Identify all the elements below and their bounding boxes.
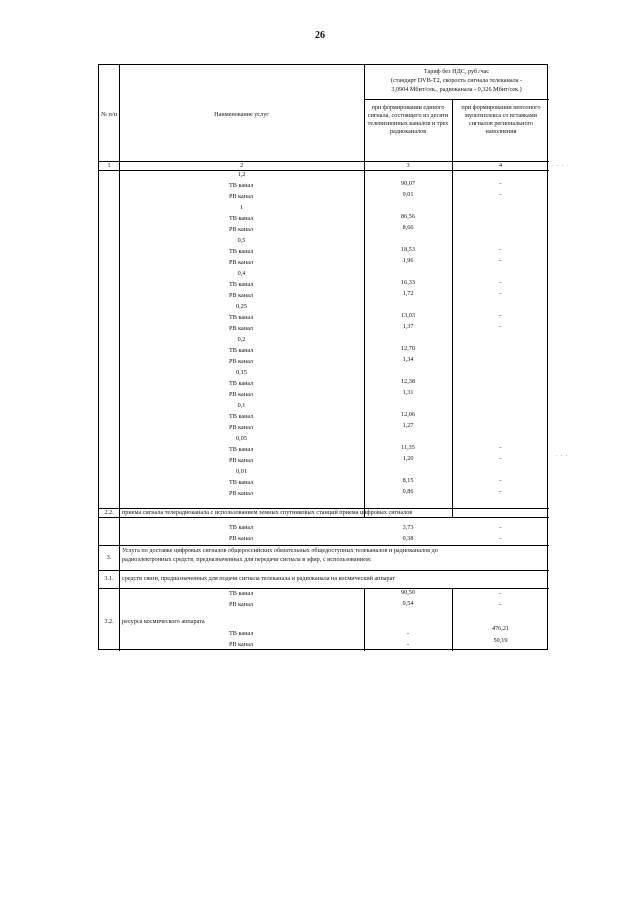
- coefficient-label: 0,01: [236, 468, 247, 475]
- rv-tariff-value-col4: -: [499, 323, 502, 330]
- col3-header: при формировании единого сигнала, состоящего из десяти телевизионных каналов и трех радиоканалов: [367, 104, 449, 135]
- header-col-name: Наименование услуг: [214, 111, 269, 118]
- tv-channel-label: ТВ канал: [229, 314, 254, 321]
- tv-tariff-value: 13,03: [401, 312, 415, 319]
- header-col-num: № п/п: [101, 111, 117, 118]
- colnum-3: 3: [406, 162, 410, 169]
- rv-tariff-value: 1,20: [402, 455, 414, 462]
- tv-tariff-value: 11,35: [401, 444, 415, 451]
- tv-tariff-value: 86,56: [401, 213, 415, 220]
- rv-tariff-value: 8,66: [402, 224, 414, 231]
- row-3-2-tv-label: ТВ канал: [229, 630, 254, 637]
- line-after-3: [99, 570, 549, 571]
- line-before-3: [99, 545, 549, 546]
- coefficient-label: 1,2: [237, 171, 246, 178]
- rv-channel-label: РВ канал: [229, 391, 253, 398]
- tariff-title-line1: Тариф без НДС, руб./час: [423, 68, 490, 75]
- row-3-1-rv-value: 9,54: [402, 600, 414, 607]
- row-3-2-rv-label: РВ канал: [229, 641, 253, 648]
- tv-channel-label: ТВ канал: [229, 479, 254, 486]
- line-after-2-2-title: [99, 517, 549, 518]
- tv-channel-label: ТВ канал: [229, 248, 254, 255]
- rv-tariff-value: 1,96: [402, 257, 414, 264]
- rv-tariff-value: 1,27: [402, 422, 414, 429]
- tv-tariff-value: 8,15: [402, 477, 414, 484]
- tariff-title-line2: (стандарт DVB-T2, скорость сигнала телеканала -: [390, 77, 523, 84]
- tv-channel-label: ТВ канал: [229, 281, 254, 288]
- tv-tariff-value: 18,53: [401, 246, 415, 253]
- row-2-2-name: приема сигнала телерадиоканала с использованием земных спутниковых станций приема цифровых сигналов: [122, 509, 413, 516]
- rv-channel-label: РВ канал: [229, 325, 253, 332]
- coefficient-label: 0,05: [236, 435, 247, 442]
- rv-channel-label: РВ канал: [229, 193, 253, 200]
- row-3-num: 3.: [106, 554, 112, 561]
- rv-tariff-value-col4: -: [499, 257, 502, 264]
- row-3-name-line2: радиоэлектронных средств, предназначенных для передачи сигнала в эфир, с использованием:: [122, 556, 372, 563]
- coefficient-label: 0,25: [236, 303, 247, 310]
- rv-channel-label: РВ канал: [229, 424, 253, 431]
- rv-channel-label: РВ канал: [229, 457, 253, 464]
- tv-channel-label: ТВ канал: [229, 215, 254, 222]
- tv-channel-label: ТВ канал: [229, 413, 254, 420]
- rv-tariff-value: 1,34: [402, 356, 414, 363]
- tv-tariff-value: 90,07: [401, 180, 415, 187]
- rv-tariff-value: 1,31: [402, 389, 414, 396]
- rv-channel-label: РВ канал: [229, 490, 253, 497]
- tv-tariff-value-col4: -: [499, 246, 502, 253]
- row-3-1-rv-label: РВ канал: [229, 601, 253, 608]
- row-2-2-rv-value: 0,38: [402, 535, 414, 542]
- row-3-2-name: ресурса космического аппарата: [122, 618, 205, 625]
- row-3-2-tv-value4: 476,21: [491, 625, 509, 632]
- rv-channel-label: РВ канал: [229, 358, 253, 365]
- rv-tariff-value: 1,72: [402, 290, 414, 297]
- rv-channel-label: РВ канал: [229, 226, 253, 233]
- row-3-1-num: 3.1.: [104, 575, 114, 582]
- tv-tariff-value-col4: -: [499, 312, 502, 319]
- colnum-1: 1: [107, 162, 111, 169]
- rv-tariff-value-col4: -: [499, 488, 502, 495]
- row-3-1-tv-value: 90,50: [401, 589, 415, 596]
- scan-speck-2: . . .: [556, 452, 569, 458]
- rv-tariff-value: 0,86: [402, 488, 414, 495]
- row-3-1-rv-value4: -: [499, 601, 502, 608]
- row-2-2-num: 2.2.: [104, 509, 114, 516]
- page-number: 26: [315, 30, 325, 41]
- coefficient-label: 0,15: [236, 369, 247, 376]
- row-2-2-tv-value: 3,73: [402, 524, 414, 531]
- rv-tariff-value-col4: -: [499, 455, 502, 462]
- col4-header: при формировании неполного мультиплекса со вставками сигналов регионального наполнения: [461, 104, 541, 135]
- tv-channel-label: ТВ канал: [229, 182, 254, 189]
- tv-channel-label: ТВ канал: [229, 347, 254, 354]
- row-2-2-tv-label: ТВ канал: [229, 524, 254, 531]
- tv-tariff-value-col4: -: [499, 279, 502, 286]
- colnum-4: 4: [498, 162, 503, 169]
- tariff-title-line3: 3,0904 Мбит/сек., радиоканала - 0,326 Мбит/сек.): [391, 86, 522, 93]
- row-2-2-rv-label: РВ канал: [229, 535, 253, 542]
- rv-tariff-value-col4: -: [499, 191, 502, 198]
- rv-tariff-value-col4: -: [499, 290, 502, 297]
- tv-tariff-value: 12,06: [401, 411, 415, 418]
- rv-tariff-value: 9,01: [402, 191, 414, 198]
- coefficient-label: 0,5: [237, 237, 246, 244]
- tv-channel-label: ТВ канал: [229, 380, 254, 387]
- tv-tariff-value-col4: -: [499, 477, 502, 484]
- tv-tariff-value-col4: -: [499, 180, 502, 187]
- row-3-2-rv-value: -: [406, 641, 410, 648]
- row-3-2-tv-value: -: [406, 630, 410, 637]
- row-2-2-rv-value4: -: [499, 535, 502, 542]
- coefficient-label: 0,2: [237, 336, 246, 343]
- rv-channel-label: РВ канал: [229, 292, 253, 299]
- tv-tariff-value: 12,70: [401, 345, 415, 352]
- coefficient-label: 0,1: [237, 402, 246, 409]
- tv-tariff-value: 12,38: [401, 378, 415, 385]
- tariff-table: [98, 64, 548, 650]
- row-3-2-rv-value4: 50,19: [493, 637, 508, 644]
- tv-channel-label: ТВ канал: [229, 446, 254, 453]
- tv-tariff-value: 16,33: [401, 279, 415, 286]
- coefficient-label: 0,4: [237, 270, 246, 277]
- row-3-1-tv-value4: -: [499, 590, 502, 597]
- row-3-name-line1: Услуга по доставке цифровых сигналов общероссийских обязательных общедоступных телеканалов и радиоканалов до: [122, 547, 438, 554]
- colnum-2: 2: [239, 162, 244, 169]
- row-2-2-tv-value4: -: [499, 524, 502, 531]
- col-divider-1: [119, 65, 120, 651]
- line-after-3-1-title: [99, 588, 549, 589]
- rv-channel-label: РВ канал: [229, 259, 253, 266]
- coefficient-label: 1: [239, 204, 244, 211]
- row-3-1-name: средств связи, предназначенных для подачи сигнала телеканала и радиоканала на космический аппарат: [122, 575, 395, 582]
- rv-tariff-value: 1,37: [402, 323, 414, 330]
- row-3-2-num: 3.2.: [104, 618, 114, 625]
- tv-tariff-value-col4: -: [499, 444, 502, 451]
- header-subdivider: [364, 99, 549, 100]
- scan-speck-1: . . . .: [552, 162, 570, 168]
- row-3-1-tv-label: ТВ канал: [229, 590, 254, 597]
